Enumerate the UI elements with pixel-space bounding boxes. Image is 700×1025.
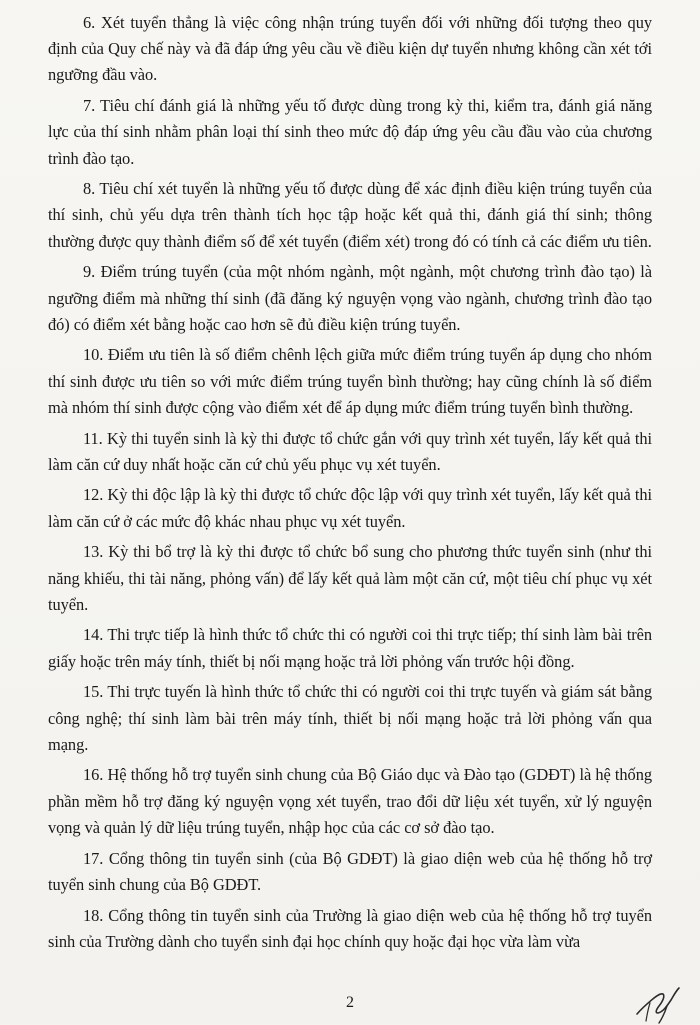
paragraph-17: 17. Cổng thông tin tuyển sinh (của Bộ GDĐT) là giao diện web của hệ thống hỗ trợ tuyển sinh chung của Bộ GDĐT.: [48, 848, 652, 894]
paragraph-16: 16. Hệ thống hỗ trợ tuyển sinh chung của Bộ Giáo dục và Đào tạo (GDĐT) là hệ thống phần mềm hỗ trợ đăng ký nguyện vọng xét tuyển, trao đổi dữ liệu xét tuyển, xử lý nguyện vọng và quản lý dữ liệu trúng tuyển, nhập học của các cơ sở đào tạo.: [48, 765, 652, 837]
paragraph-9: 9. Điểm trúng tuyển (của một nhóm ngành, một ngành, một chương trình đào tạo) là ngưỡng điểm mà những thí sinh (đã đăng ký nguyện vọng vào ngành, chương trình đào tạo đó) có điểm xét bằng hoặc cao hơn sẽ đủ điều kiện trúng tuyển.: [48, 262, 652, 334]
paragraph-8: 8. Tiêu chí xét tuyển là những yếu tố được dùng để xác định điều kiện trúng tuyển của thí sinh, chủ yếu dựa trên thành tích học tập hoặc kết quả thi, đánh giá thí sinh; thông thường được quy thành điểm số để xét tuyển (điểm xét) trong đó có tính cả các điểm ưu tiên.: [48, 179, 652, 251]
paragraph-15: 15. Thi trực tuyến là hình thức tổ chức thi có người coi thi trực tuyến và giám sát bằng công nghệ; thí sinh làm bài trên máy tính, thiết bị nối mạng hoặc trả lời phỏng vấn qua mạng.: [48, 682, 652, 754]
paragraph-12: 12. Kỳ thi độc lập là kỳ thi được tổ chức độc lập với quy trình xét tuyển, lấy kết quả thi làm căn cứ ở các mức độ khác nhau phục vụ xét tuyển.: [48, 485, 652, 531]
paragraph-10: 10. Điểm ưu tiên là số điểm chênh lệch giữa mức điểm trúng tuyển áp dụng cho nhóm thí sinh được ưu tiên so với mức điểm trúng tuyển bình thường; hay cũng chính là số điểm mà nhóm thí sinh được cộng vào điểm xét để áp dụng mức điểm trúng tuyển bình thường.: [48, 345, 652, 417]
paragraph-11: 11. Kỳ thi tuyển sinh là kỳ thi được tổ chức gắn với quy trình xét tuyển, lấy kết quả thi làm căn cứ duy nhất hoặc căn cứ chủ yếu phục vụ xét tuyển.: [48, 428, 652, 474]
paragraph-7: 7. Tiêu chí đánh giá là những yếu tố được dùng trong kỳ thi, kiểm tra, đánh giá năng lực của thí sinh nhằm phân loại thí sinh theo mức độ đáp ứng yêu cầu đầu vào của chương trình đào tạo.: [48, 96, 652, 168]
paragraph-6: 6. Xét tuyển thẳng là việc công nhận trúng tuyển đối với những đối tượng theo quy định của Quy chế này và đã đáp ứng yêu cầu về điều kiện dự tuyển nhưng không cần xét tới ngưỡng đầu vào.: [48, 13, 652, 85]
paragraph-13: 13. Kỳ thi bổ trợ là kỳ thi được tổ chức bổ sung cho phương thức tuyển sinh (như thi năng khiếu, thi tài năng, phỏng vấn) để lấy kết quả làm một căn cứ, một tiêu chí phục vụ xét tuyển.: [48, 542, 652, 614]
handwritten-signature-icon: [630, 975, 692, 1025]
paragraph-14: 14. Thi trực tiếp là hình thức tổ chức thi có người coi thi trực tiếp; thí sinh làm bài trên giấy hoặc trên máy tính, thiết bị nối mạng hoặc trả lời phỏng vấn trước hội đồng.: [48, 625, 652, 671]
page-number: 2: [346, 994, 354, 1011]
paragraph-18: 18. Cổng thông tin tuyển sinh của Trường là giao diện web của hệ thống hỗ trợ tuyển sinh của Trường dành cho tuyển sinh đại học chính quy hoặc đại học vừa làm vừa: [48, 905, 652, 951]
